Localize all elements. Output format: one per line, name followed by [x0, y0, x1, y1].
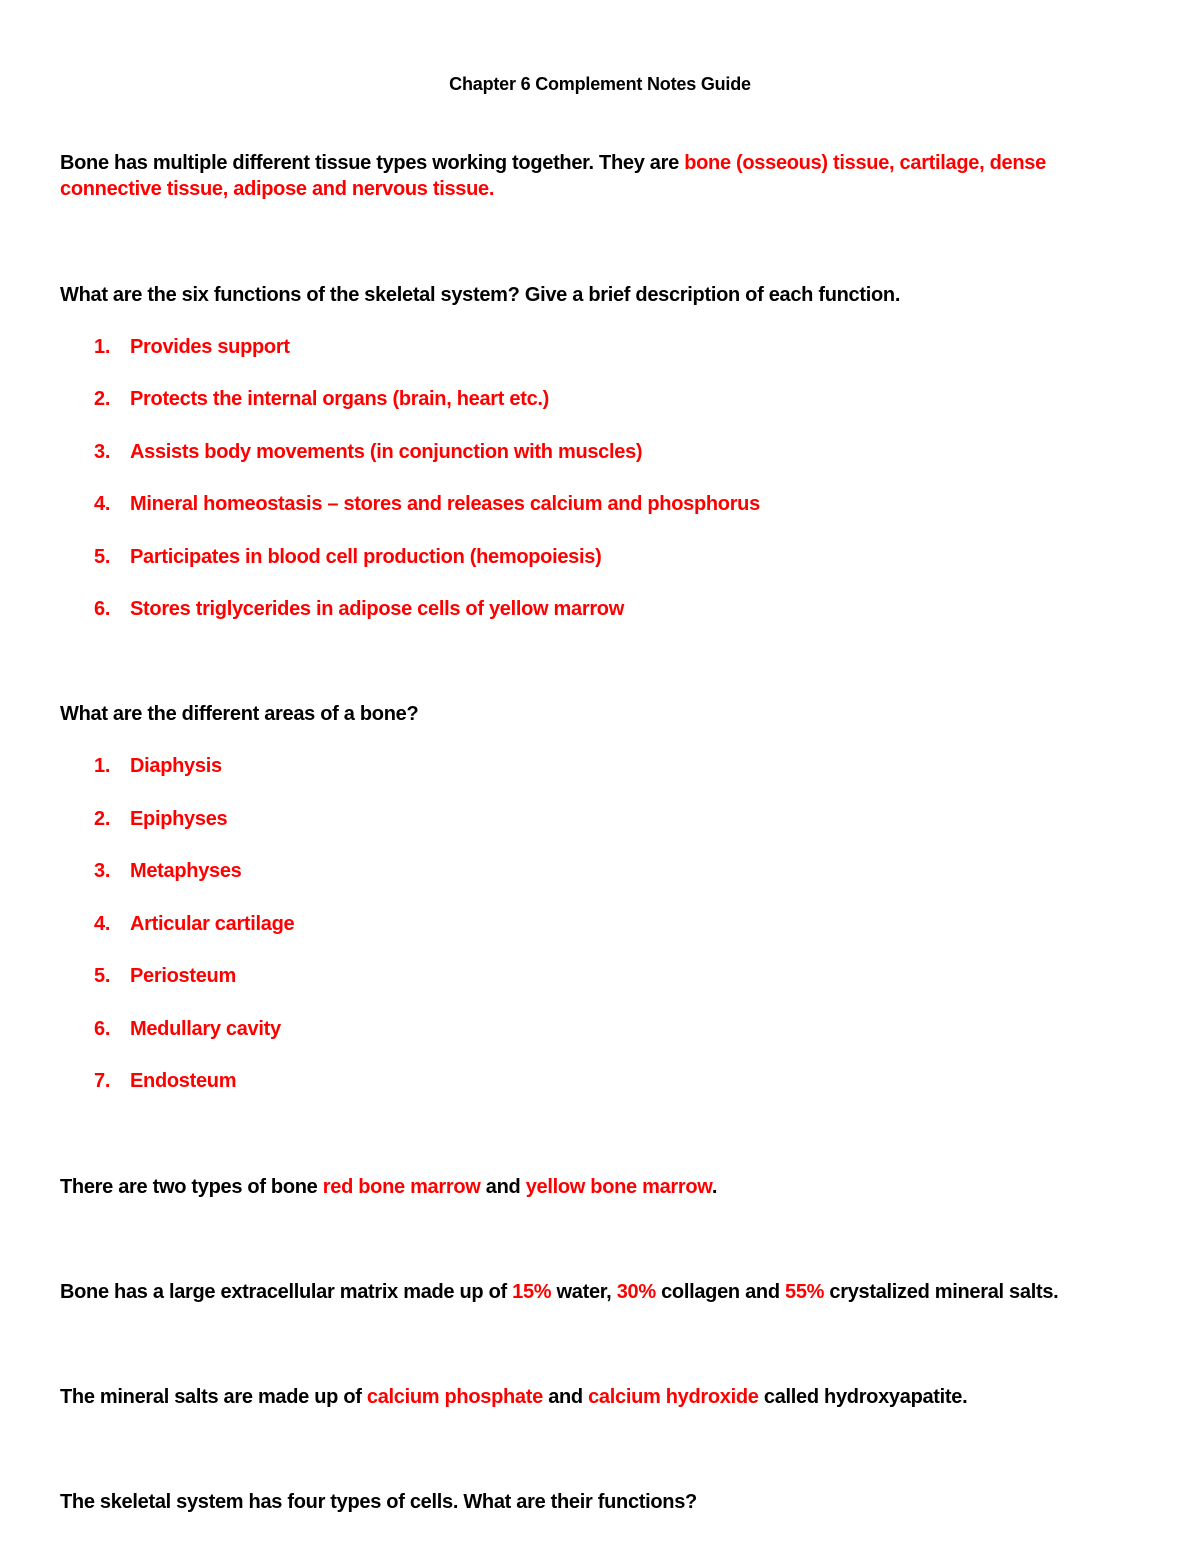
list-item: 5. Participates in blood cell production (hemopoiesis) [94, 545, 602, 568]
salts-answer-phosphate: calcium phosphate [366, 1386, 543, 1408]
functions-question: What are the six functions of the skeletal system? Give a brief description of each function. [60, 284, 901, 306]
matrix-answer-collagen: 30% [616, 1281, 656, 1303]
list-item: 2. Protects the internal organs (brain, heart etc.) [94, 388, 550, 411]
list-item: 2. Epiphyses [94, 807, 228, 830]
matrix-answer-salts: 55% [785, 1281, 825, 1303]
list-item: 1. Diaphysis [94, 755, 222, 777]
matrix-paragraph: Bone has a large extracellular matrix made up of 15% water, 30% collagen and 55% crystalized mineral salts. [60, 1281, 1059, 1303]
list-item: 6. Medullary cavity [94, 1017, 281, 1040]
salts-answer-hydroxide: calcium hydroxide [588, 1386, 759, 1408]
areas-list [94, 753, 294, 1094]
marrow-answer-yellow: yellow bone marrow [525, 1176, 712, 1198]
cells-question: The skeletal system has four types of cells. What are their functions? [60, 1491, 697, 1513]
functions-list [94, 334, 760, 622]
list-item: 6. Stores triglycerides in adipose cells of yellow marrow [94, 597, 624, 620]
document-title: Chapter 6 Complement Notes Guide [449, 74, 751, 94]
tissue-types-paragraph [60, 150, 1140, 202]
tissue-types-answer: bone (osseous) tissue, cartilage, dense connective tissue, adipose and nervous tissue. [60, 152, 1046, 200]
areas-question: What are the different areas of a bone? [60, 703, 419, 725]
list-item: 4. Articular cartilage [94, 912, 295, 935]
list-item: 3. Metaphyses [94, 860, 242, 882]
list-item: 3. Assists body movements (in conjunction with muscles) [94, 440, 643, 463]
list-item: 4. Mineral homeostasis – stores and releases calcium and phosphorus [94, 493, 760, 516]
list-item: 7. Endosteum [94, 1070, 237, 1092]
list-item: 1. Provides support [94, 336, 290, 358]
salts-paragraph: The mineral salts are made up of calcium phosphate and calcium hydroxide called hydroxyapatite. [60, 1386, 968, 1408]
matrix-answer-water: 15% [512, 1281, 552, 1303]
list-item: 5. Periosteum [94, 965, 236, 987]
marrow-answer-red: red bone marrow [322, 1176, 481, 1198]
tissue-types-prompt: Bone has multiple different tissue types working together. They are [60, 152, 685, 174]
marrow-paragraph: There are two types of bone red bone marrow and yellow bone marrow. [60, 1176, 718, 1198]
